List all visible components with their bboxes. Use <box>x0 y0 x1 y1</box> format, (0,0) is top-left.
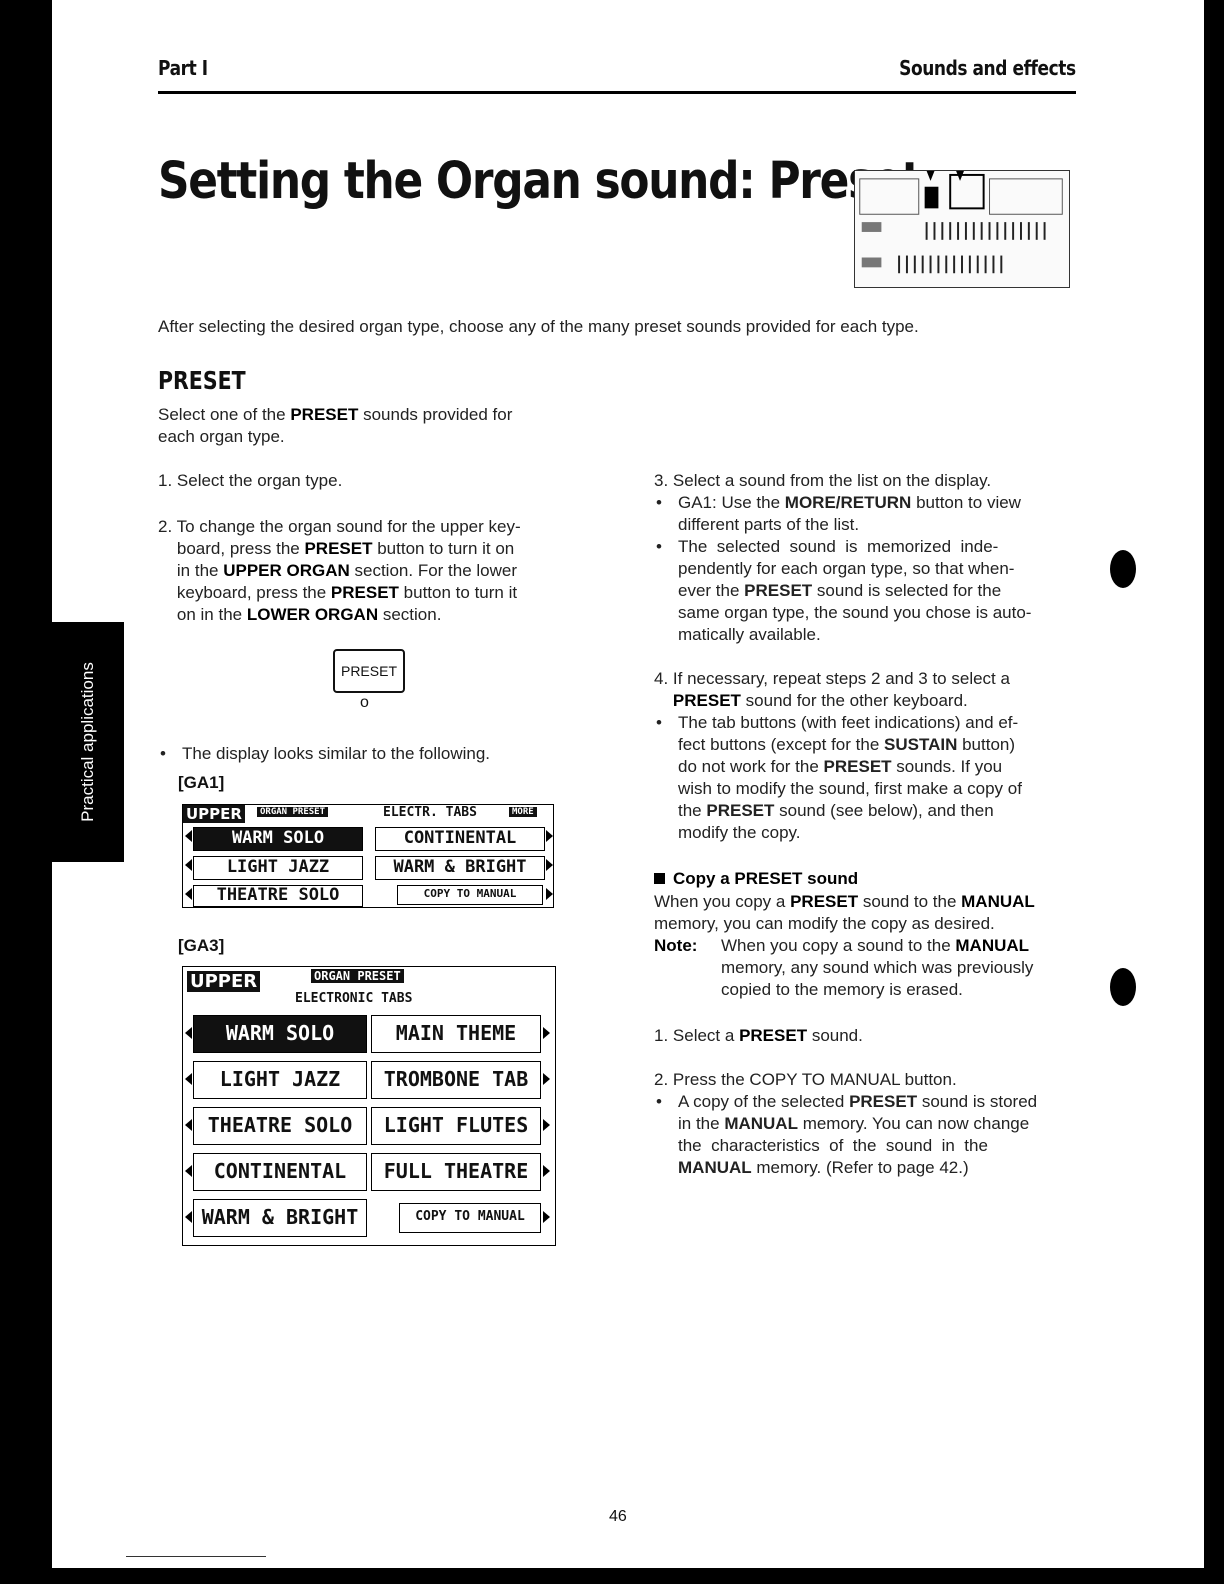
ga1-left-arrow-3 <box>185 888 192 900</box>
ga3-left-arrow-1 <box>185 1027 192 1039</box>
ga3-cell-10[interactable]: COPY TO MANUAL <box>399 1203 541 1233</box>
ga1-cell-2[interactable]: CONTINENTAL <box>375 827 545 851</box>
ga3-display <box>182 966 556 1246</box>
page-number: 46 <box>609 1508 627 1525</box>
intro-text: After selecting the desired organ type, choose any of the many preset sounds provided for each type. <box>158 317 919 336</box>
bullet-ga1: • GA1: Use the MORE/RETURN button to view different parts of the list. <box>678 492 1082 536</box>
copy-step-2: 2. Press the COPY TO MANUAL button. <box>654 1070 957 1089</box>
control-panel-illustration <box>854 170 1070 288</box>
ga3-upper-tab: UPPER <box>187 971 260 992</box>
side-tab <box>52 622 124 862</box>
bullet-memorized: • The selected sound is memorized inde- pendently for each organ type, so that when- ever the PRESET sound is selected for the same organ type, the sound you chose is auto- matically available. <box>678 536 1082 646</box>
step-4: 4. If necessary, repeat steps 2 and 3 to select a PRESET sound for the other keyboard. <box>654 669 1010 710</box>
ga3-cell-3[interactable]: LIGHT JAZZ <box>193 1061 367 1099</box>
side-tab-label: Practical applications <box>78 662 97 822</box>
ga1-display <box>182 804 554 908</box>
bullet-tab-buttons: • The tab buttons (with feet indications) and ef- fect buttons (except for the SUSTAIN button) do not work for the PRESET sounds. If you wish to modify the sound, first make a copy of the PRESET sound (see below), and then modify the copy. <box>678 712 1082 844</box>
ga3-left-arrow-4 <box>185 1165 192 1177</box>
ga1-electr-tabs: ELECTR. TABS <box>383 805 477 820</box>
ga3-right-arrow-1 <box>543 1027 550 1039</box>
binding-hole-2 <box>1110 968 1136 1006</box>
display-note: • The display looks similar to the following. <box>182 743 490 765</box>
ga1-cell-3[interactable]: LIGHT JAZZ <box>193 856 363 880</box>
ga3-cell-7[interactable]: CONTINENTAL <box>193 1153 367 1191</box>
copy-step-1: 1. Select a PRESET sound. <box>654 1026 863 1045</box>
page-frame-left <box>0 0 52 1584</box>
ga1-cell-4[interactable]: WARM & BRIGHT <box>375 856 545 880</box>
ga1-cell-6[interactable]: COPY TO MANUAL <box>397 885 543 905</box>
copy-heading-text: Copy a PRESET sound <box>673 869 859 888</box>
preset-desc: Select one of the PRESET sounds provided for each organ type. <box>158 405 513 446</box>
ga3-right-arrow-2 <box>543 1073 550 1085</box>
ga1-left-arrow-1 <box>185 830 192 842</box>
step-2: 2. To change the organ sound for the upper key- board, press the PRESET button to turn it on in the UPPER ORGAN section. For the lower keyboard, press the PRESET button to turn it on in the LOWER ORGAN section. <box>158 517 521 624</box>
ga3-label: [GA3] <box>178 936 225 955</box>
binding-hole-1 <box>1110 550 1136 588</box>
note-label: Note: <box>654 936 698 955</box>
ga3-cell-2[interactable]: MAIN THEME <box>371 1015 541 1053</box>
bullet-copy-stored: • A copy of the selected PRESET sound is stored in the MANUAL memory. You can now change the characteristics of the sound in the MANUAL memory. (Refer to page 42.) <box>678 1091 1082 1179</box>
note-text: When you copy a sound to the MANUAL memory, any sound which was previously copied to the memory is erased. <box>721 936 1034 999</box>
square-bullet-icon <box>654 873 665 884</box>
ga1-right-arrow-1 <box>546 830 553 842</box>
footer-line <box>126 1556 266 1557</box>
header-part: Part I <box>158 56 208 80</box>
preset-button[interactable]: PRESET <box>333 649 405 693</box>
copy-desc: When you copy a PRESET sound to the MANUAL memory, you can modify the copy as desired. <box>654 892 1035 933</box>
ga3-left-arrow-5 <box>185 1211 192 1223</box>
step-1: 1. Select the organ type. <box>158 471 343 490</box>
header-rule <box>158 91 1076 94</box>
ga1-more-tab[interactable]: MORE <box>509 807 537 817</box>
ga1-cell-5[interactable]: THEATRE SOLO <box>193 885 363 907</box>
ga1-label: [GA1] <box>178 773 225 792</box>
ga1-cell-1[interactable]: WARM SOLO <box>193 827 363 851</box>
page-frame-bottom <box>0 1568 1224 1584</box>
page-frame-right <box>1204 0 1224 1584</box>
ga3-right-arrow-4 <box>543 1165 550 1177</box>
ga3-electronic-tabs: ELECTRONIC TABS <box>295 991 413 1006</box>
step-3: 3. Select a sound from the list on the display. <box>654 471 992 490</box>
ga3-organ-preset-tab: ORGAN PRESET <box>311 969 404 983</box>
ga3-left-arrow-3 <box>185 1119 192 1131</box>
ga3-cell-4[interactable]: TROMBONE TAB <box>371 1061 541 1099</box>
ga3-cell-1[interactable]: WARM SOLO <box>193 1015 367 1053</box>
ga3-right-arrow-5 <box>543 1211 550 1223</box>
ga3-cell-8[interactable]: FULL THEATRE <box>371 1153 541 1191</box>
preset-heading: PRESET <box>158 366 246 395</box>
ga3-left-arrow-2 <box>185 1073 192 1085</box>
preset-led: o <box>360 694 369 711</box>
page-title: Setting the Organ sound: Preset <box>158 152 922 211</box>
ga3-cell-5[interactable]: THEATRE SOLO <box>193 1107 367 1145</box>
ga1-right-arrow-2 <box>546 859 553 871</box>
ga3-right-arrow-3 <box>543 1119 550 1131</box>
header-section: Sounds and effects <box>899 56 1076 80</box>
ga1-left-arrow-2 <box>185 859 192 871</box>
ga3-cell-9[interactable]: WARM & BRIGHT <box>193 1199 367 1237</box>
copy-heading <box>654 868 858 890</box>
ga3-cell-6[interactable]: LIGHT FLUTES <box>371 1107 541 1145</box>
ga1-organ-preset-tab: ORGAN PRESET <box>257 807 328 817</box>
ga1-upper-tab: UPPER <box>183 805 245 823</box>
ga1-right-arrow-3 <box>546 888 553 900</box>
